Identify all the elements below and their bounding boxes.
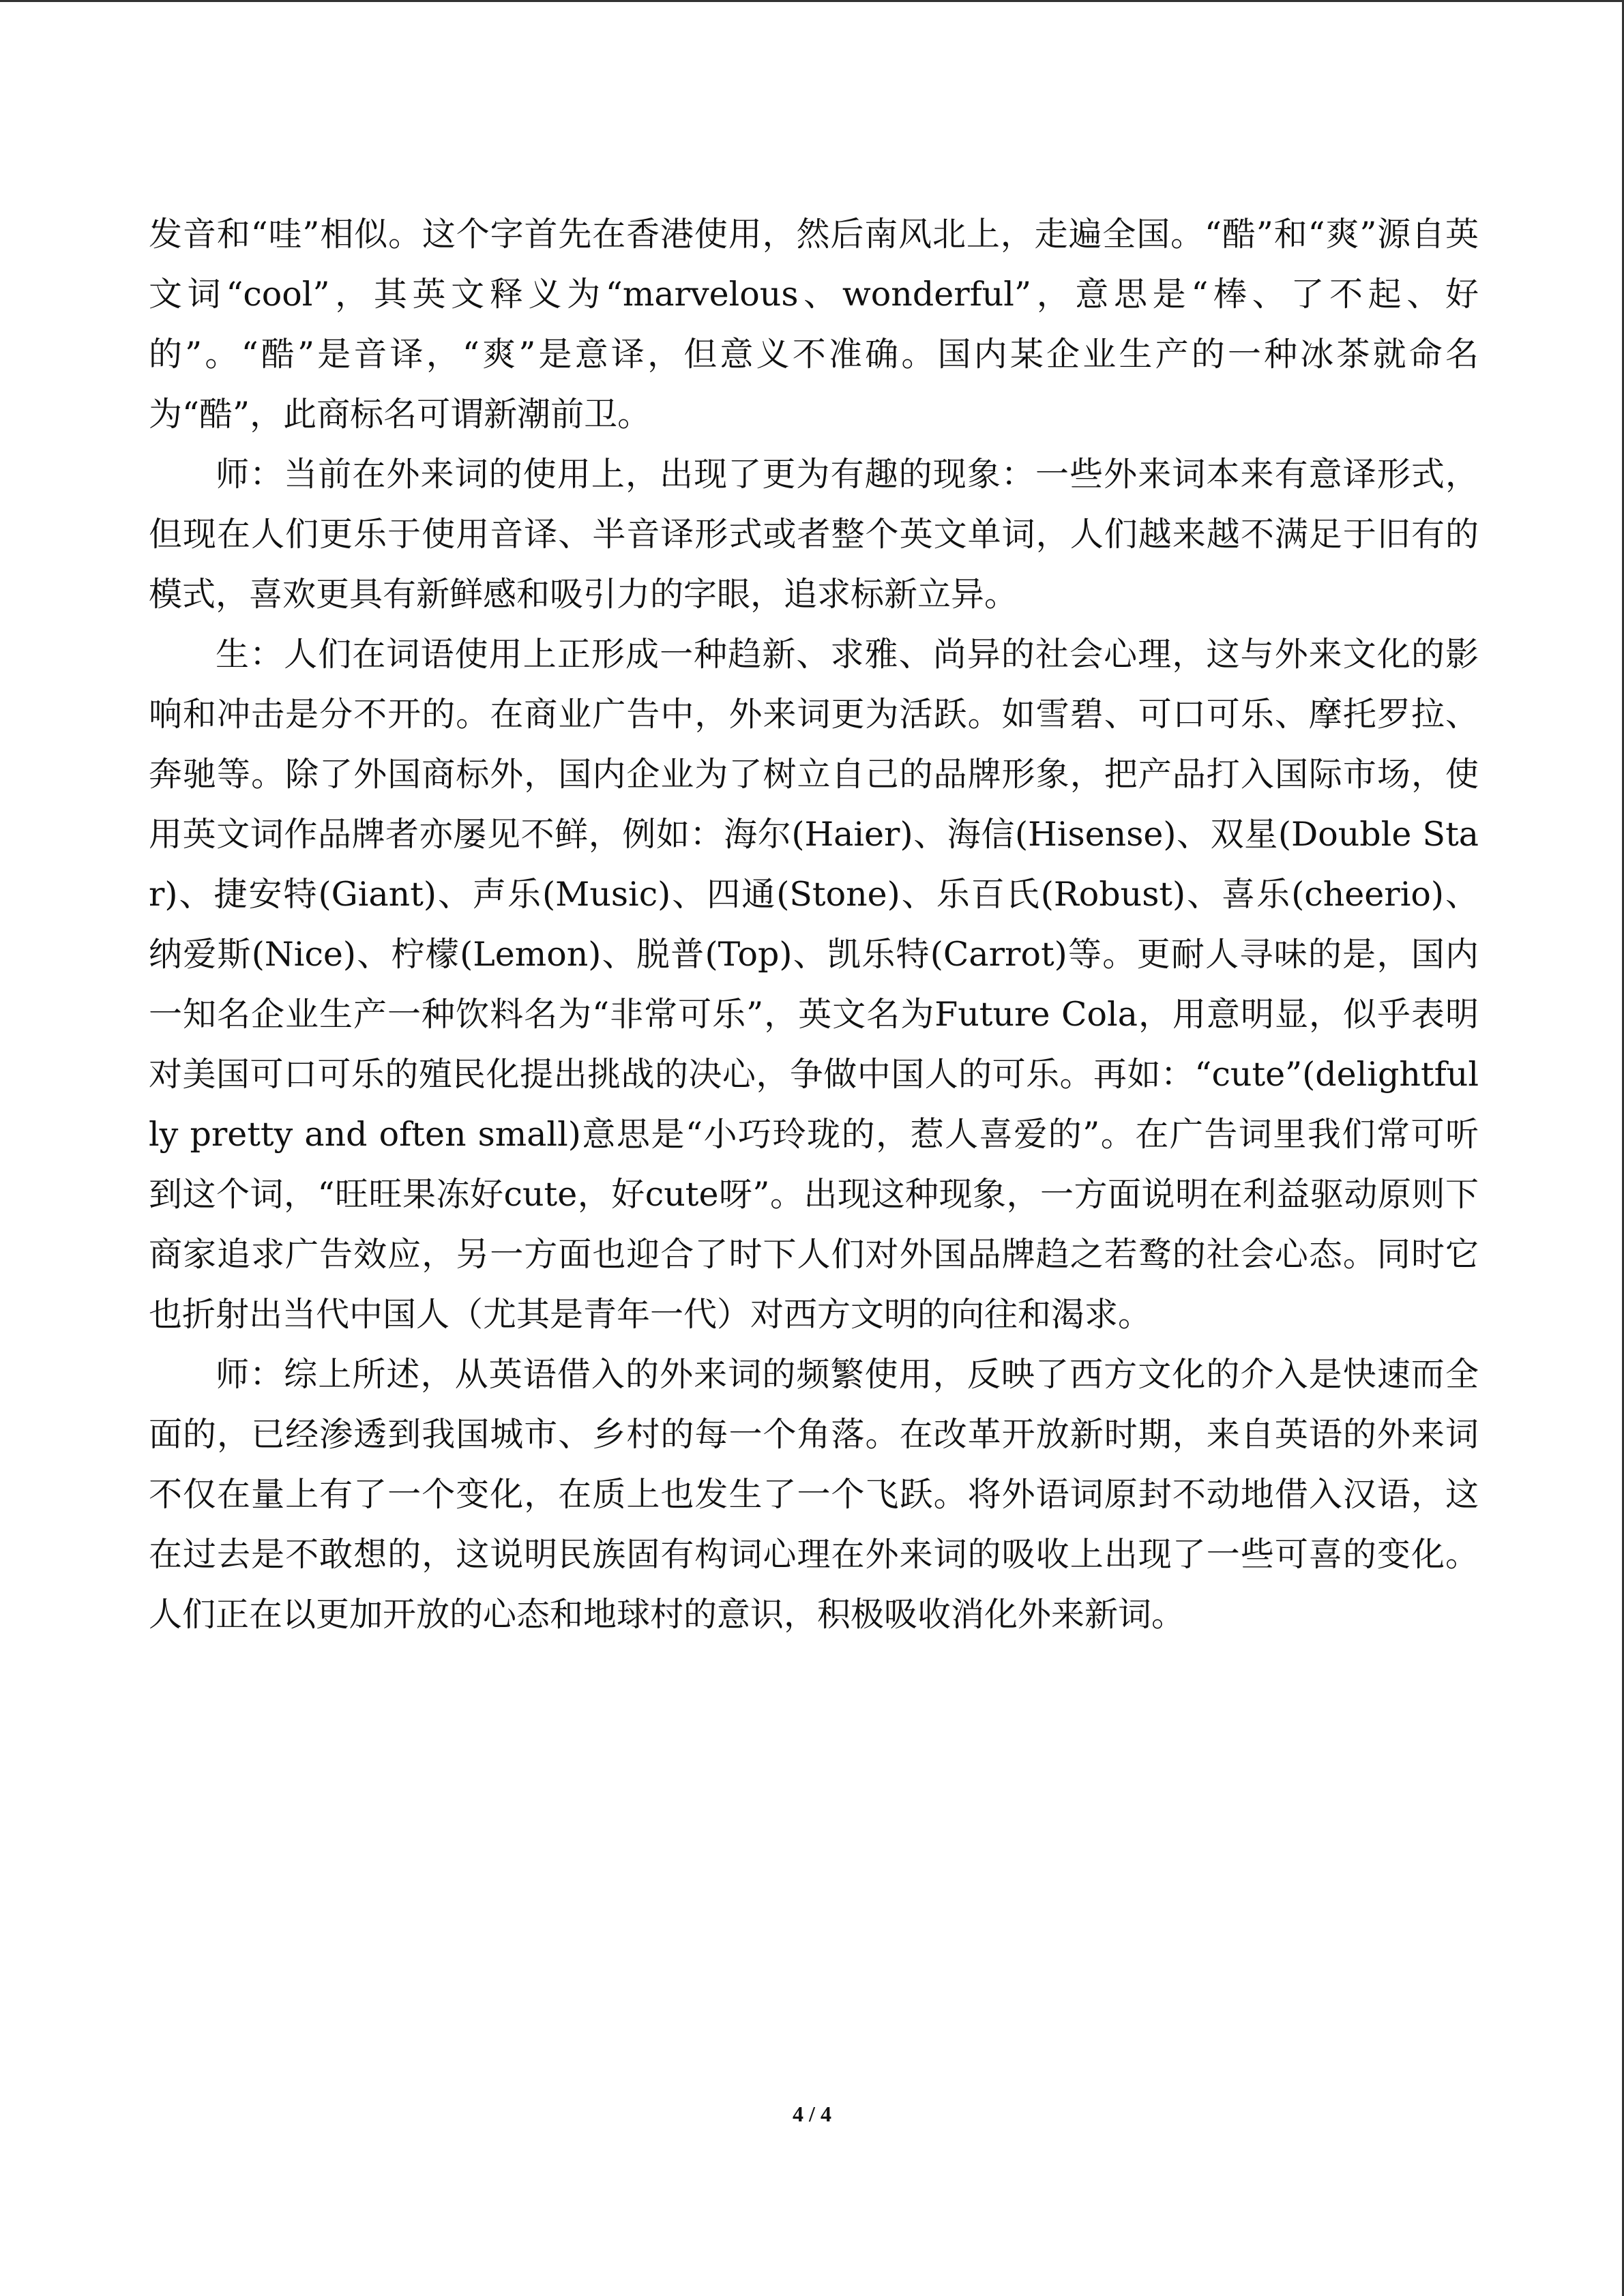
page-number: 4 / 4	[793, 2102, 831, 2126]
paragraph-teacher-1: 师：当前在外来词的使用上，出现了更为有趣的现象：一些外来词本来有意译形式，但现在人们更乐于使用音译、半音译形式或者整个英文单词，人们越来越不满足于旧有的模式，喜欢更具有新鲜感和吸引力的字眼，追求标新立异。	[149, 455, 1479, 614]
document-body	[149, 205, 1479, 1645]
paragraph-teacher-2: 师：综上所述，从英语借入的外来词的频繁使用，反映了西方文化的介入是快速而全面的，已经渗透到我国城市、乡村的每一个角落。在改革开放新时期，来自英语的外来词不仅在量上有了一个变化，在质上也发生了一个飞跃。将外语词原封不动地借入汉语，这在过去是不敢想的，这说明民族固有构词心理在外来词的吸收上出现了一些可喜的变化。人们正在以更加开放的心态和地球村的意识，积极吸收消化外来新词。	[149, 1355, 1479, 1634]
page-border-top	[0, 0, 1624, 2]
paragraph-student: 生：人们在词语使用上正形成一种趋新、求雅、尚异的社会心理，这与外来文化的影响和冲击是分不开的。在商业广告中，外来词更为活跃。如雪碧、可口可乐、摩托罗拉、奔驰等。除了外国商标外，国内企业为了树立自己的品牌形象，把产品打入国际市场，使用英文词作品牌者亦屡见不鲜，例如：海尔(Haier)、海信(Hisense)、双星(Double Star)、捷安特(Giant)、声乐(Music)、四通(Stone)、乐百氏(Robust)、喜乐(cheerio)、纳爱斯(Nice)、柠檬(Lemon)、脱普(Top)、凯乐特(Carrot)等。更耐人寻味的是，国内一知名企业生产一种饮料名为“非常可乐”，英文名为Future Cola，用意明显，似乎表明对美国可口可乐的殖民化提出挑战的决心，争做中国人的可乐。再如：“cute”(delightfully pretty and often small)意思是“小巧玲珑的，惹人喜爱的”。在广告词里我们常可听到这个词，“旺旺果冻好cute，好cute呀”。出现这种现象，一方面说明在利益驱动原则下商家追求广告效应，另一方面也迎合了时下人们对外国品牌趋之若鹜的社会心态。同时它也折射出当代中国人（尤其是青年一代）对西方文明的向往和渴求。	[149, 635, 1479, 1334]
paragraph-continued: 发音和“哇”相似。这个字首先在香港使用，然后南风北上，走遍全国。“酷”和“爽”源自英文词“cool”，其英文释义为“marvelous、wonderful”，意思是“棒、了不起、好的”。“酷”是音译，“爽”是意译，但意义不准确。国内某企业生产的一种冰茶就命名为“酷”，此商标名可谓新潮前卫。	[149, 215, 1479, 434]
